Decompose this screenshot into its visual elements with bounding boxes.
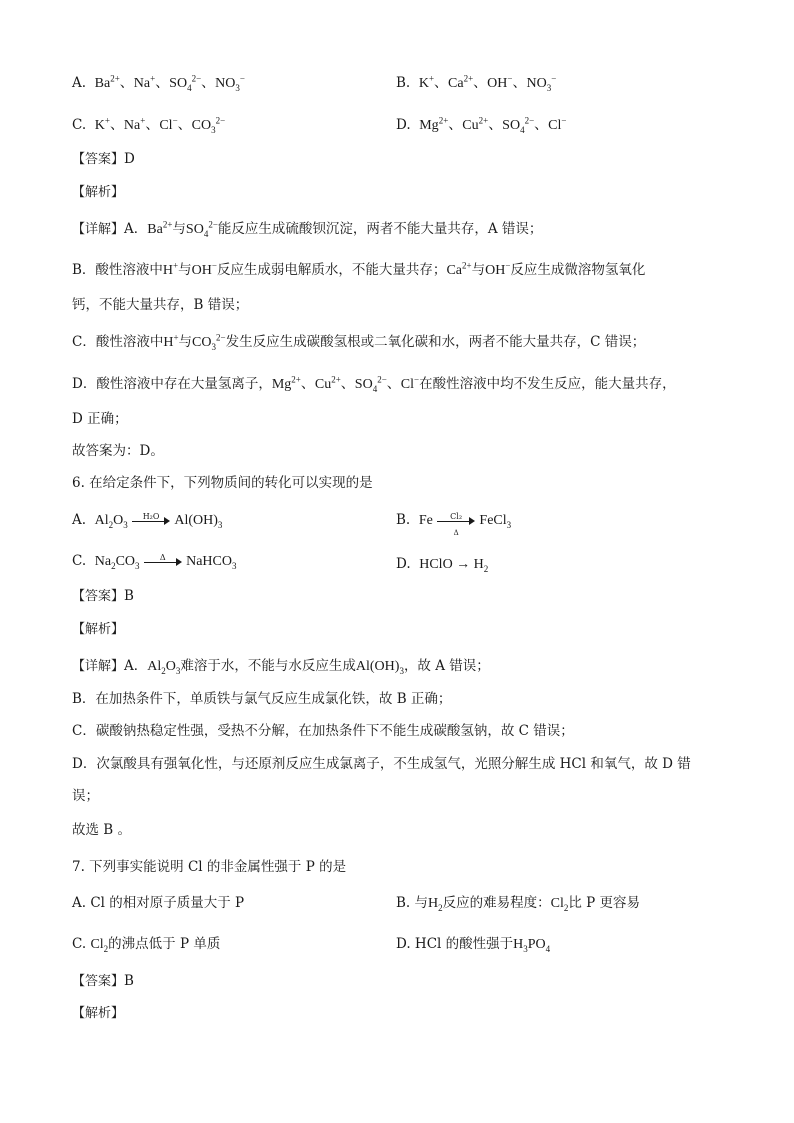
- q5-detail-c: C．酸性溶液中H+与$CO_3^{2-}$发生反应生成碳酸氢根或二氧化碳和水，两者不能大量共存，C 错误；: [72, 332, 646, 352]
- q6-detail-c: C．碳酸钠热稳定性强，受热不分解，在加热条件下不能生成碳酸氢钠，故 C 错误；: [72, 723, 574, 739]
- reaction-arrow-icon: $\frac{\text{Cl₂}}{\Delta}$: [437, 514, 475, 528]
- q6-option-d: D. HClO → $H_2$: [396, 556, 489, 574]
- q5-option-c: C. K+、Na+、Cl−、$CO_3^{2-}$: [72, 115, 226, 135]
- q6-stem: 6. 在给定条件下，下列物质间的转化可以实现的是: [72, 475, 373, 491]
- q7-option-a: A. Cl 的相对原子质量大于 P: [72, 895, 245, 911]
- q6-answer: 【答案】B: [72, 588, 134, 604]
- q5-detail-d-line2: D 正确；: [72, 411, 128, 427]
- q5-detail-a: 【详解】A．$Ba^{2+}$与$SO_4^{2-}$能反应生成硫酸钡沉淀，两者不能大量共存，A 错误；: [72, 219, 543, 239]
- q6-option-a: A. $Al_2O_3$ H₂O $Al(OH)_3$: [72, 511, 223, 530]
- q5-detail-b-line2: 钙，不能大量共存，B 错误；: [72, 297, 249, 313]
- q6-detail-d-line1: D．次氯酸具有强氧化性，与还原剂反应生成氯离子，不生成氢气，光照分解生成 HCl 和氧气，故 D 错: [72, 756, 691, 772]
- q6-detail-b: B．在加热条件下，单质铁与氯气反应生成氯化铁，故 B 正确；: [72, 691, 452, 707]
- reaction-arrow-icon: H₂O: [132, 514, 170, 528]
- q6-conclusion: 故选 B 。: [72, 822, 132, 838]
- q6-analysis-heading: 【解析】: [72, 622, 125, 637]
- q5-conclusion: 故答案为：D。: [72, 443, 164, 459]
- q5-analysis-heading: 【解析】: [72, 185, 125, 200]
- q5-detail-d-line1: D．酸性溶液中存在大量氢离子，$Mg^{2+}$、$Cu^{2+}$、$SO_4^{2-}$、Cl−在酸性溶液中均不发生反应，能大量共存，: [72, 374, 676, 394]
- q7-option-d: D. HCl 的酸性强于$H_3PO_4$: [396, 936, 551, 954]
- q6-detail-d-line2: 误；: [72, 788, 99, 804]
- q5-option-b: B. K+、$Ca^{2+}$、OH−、$NO_3^-$: [396, 73, 557, 93]
- q6-option-c: C. $Na_2CO_3$ Δ NaHCO$_3$: [72, 552, 237, 571]
- q5-detail-b-line1: B．酸性溶液中H+与OH−反应生成弱电解质水，不能大量共存；$Ca^{2+}$与OH−反应生成微溶物氢氧化: [72, 260, 646, 278]
- reaction-arrow-icon: Δ: [144, 555, 182, 569]
- q7-stem: 7. 下列事实能说明 Cl 的非金属性强于 P 的是: [72, 859, 347, 875]
- answer-tag: 【答案】: [72, 152, 125, 167]
- q6-option-b: B. Fe $\frac{\text{Cl₂}}{\Delta}$ FeCl$_3$: [396, 511, 512, 537]
- q7-analysis-heading: 【解析】: [72, 1006, 125, 1021]
- q7-option-c: C. $Cl_2$的沸点低于 P 单质: [72, 936, 221, 954]
- q5-answer: 【答案】D: [72, 151, 135, 167]
- q5-option-d: D. $Mg^{2+}$、$Cu^{2+}$、$SO_4^{2-}$、Cl−: [396, 115, 567, 135]
- q5-option-a: A. $Ba^{2+}$、Na+、$SO_4^{2-}$、$NO_3^-$: [72, 73, 245, 93]
- q6-detail-a: 【详解】A．$Al_2O_3$难溶于水，不能与水反应生成$Al(OH)_3$，故 A 错误；: [72, 658, 490, 676]
- q7-answer: 【答案】B: [72, 973, 134, 989]
- q7-option-b: B. 与$H_2$反应的难易程度：$Cl_2$比 P 更容易: [396, 895, 641, 913]
